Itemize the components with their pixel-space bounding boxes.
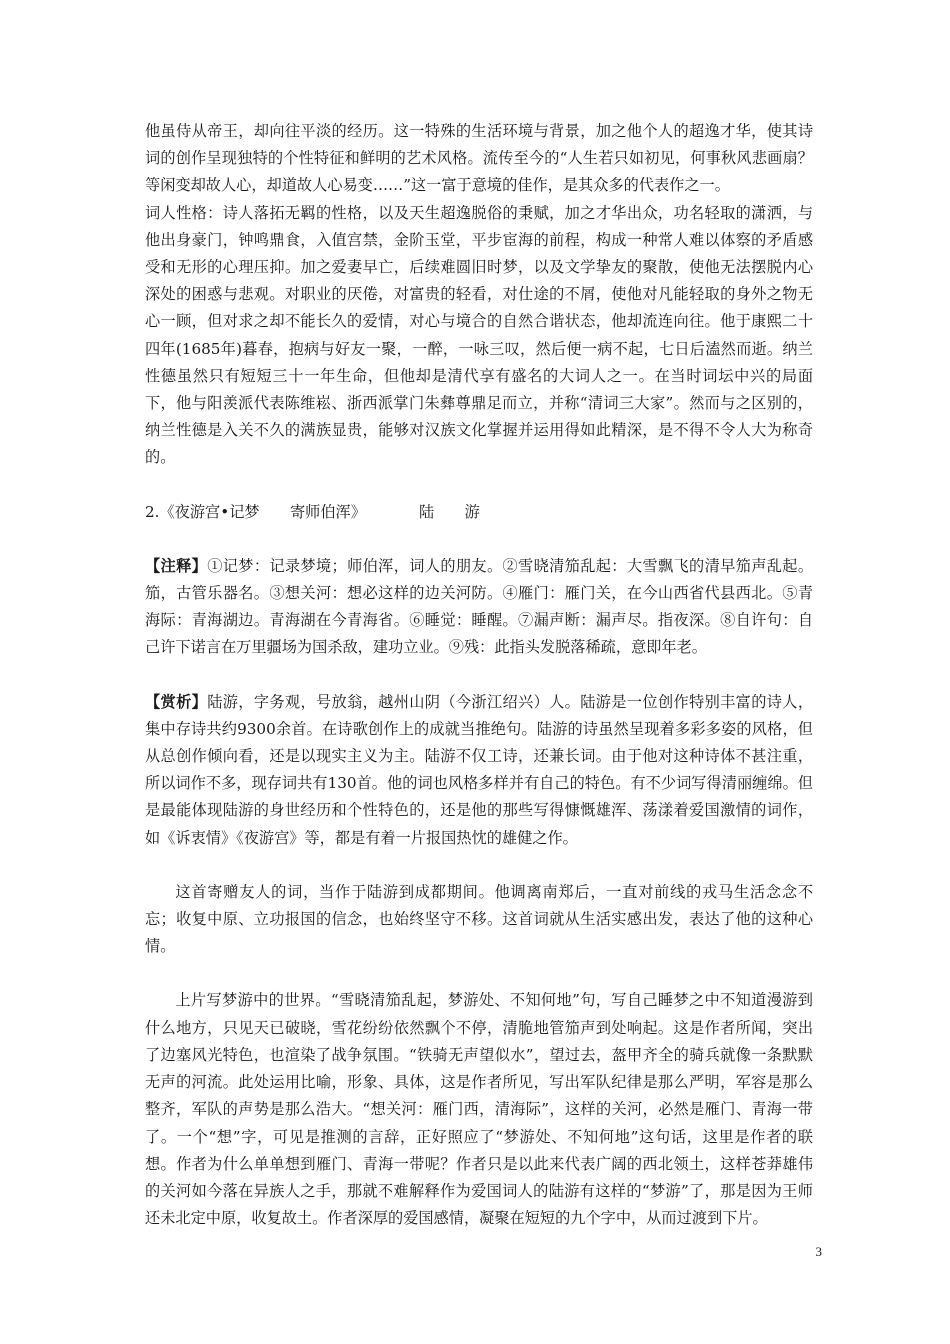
- document-body: [145, 118, 813, 1232]
- appreciation-text: 陆游，字务观，号放翁，越州山阴（今浙江绍兴）人。陆游是一位创作特别丰富的诗人，集中存诗共约9300余首。在诗歌创作上的成就当推绝句。陆游的诗虽然呈现着多彩多姿的风格，但从总创作倾向看，还是以现实主义为主。陆游不仅工诗，还兼长词。由于他对这种诗体不甚注重，所以词作不多，现存词共有130首。他的词也风格多样并有自己的特色。有不少词写得清丽缠绵。但是最能体现陆游的身世经历和个性特色的，还是他的那些写得慷慨雄浑、荡漾着爱国激情的词作，如《诉衷情》《夜游宫》等，都是有着一片报国热忱的雄健之作。: [145, 692, 814, 847]
- section-heading: 2.《夜游宫•记梦 寄师伯浑》 陆 游: [145, 502, 480, 521]
- notes-tag: 【注释】: [145, 556, 208, 575]
- appreciation-tag: 【赏析】: [145, 692, 208, 711]
- paragraph-appreciation: [145, 689, 813, 852]
- spacer: [145, 662, 813, 689]
- paragraph-context: 这首寄赠友人的词，当作于陆游到成都期间。他调离南郑后，一直对前线的戎马生活念念不忘；收复中原、立功报国的信念，也始终坚守不移。这首词就从生活实感出发，表达了他的这种心情。: [145, 882, 813, 956]
- spacer: [145, 852, 813, 879]
- paragraph-analysis: 上片写梦游中的世界。“雪晓清笳乱起，梦游处、不知何地”句，写自己睡梦之中不知道漫游到什么地方，只见天已破晓，雪花纷纷依然飘个不停，清脆地管笳声到处响起。这是作者所闻，突出了边塞风光特色，也渲染了战争氛围。“铁骑无声望似水”，望过去，盔甲齐全的骑兵就像一条默默无声的河流。此处运用比喻，形象、具体，这是作者所见，写出军队纪律是那么严明，军容是那么整齐，军队的声势是那么浩大。“想关河：雁门西，清海际”，这样的关河，必然是雁门、青海一带了。一个“想”字，可见是推测的言辞，正好照应了“梦游处、不知何地”这句话，这里是作者的联想。作者为什么单单想到雁门、青海一带呢？作者只是以此来代表广阔的西北领土，这样苍莽雄伟的关河如今落在异族人之手，那就不难解释作为爱国词人的陆游有这样的“梦游”了，那是因为王师还未北定中原，收复故土。作者深厚的爱国感情，凝聚在短短的九个字中，从而过渡到下片。: [145, 991, 813, 1228]
- spacer: [145, 526, 813, 553]
- page-number: 3: [815, 1244, 822, 1259]
- paragraph-personality: 词人性格：诗人落拓无羁的性格，以及天生超逸脱俗的秉赋，加之才华出众，功名轻取的潇洒，与他出身豪门，钟鸣鼎食，入值宫禁，金阶玉堂，平步宦海的前程，构成一种常人难以体察的矛盾感受和无形的心理压抑。加之爱妻早亡，后续难圆旧时梦，以及文学挚友的聚散，使他无法摆脱内心深处的困惑与悲观。对职业的厌倦，对富贵的轻看，对仕途的不屑，使他对凡能轻取的身外之物无心一顾，但对求之却不能长久的爱情，对心与境合的自然合谐状态，他却流连向往。他于康熙二十四年(1685年)暮春，抱病与好友一聚，一醉，一咏三叹，然后便一病不起，七日后溘然而逝。纳兰性德虽然只有短短三十一年生命，但他却是清代享有盛名的大词人之一。在当时词坛中兴的局面下，他与阳羡派代表陈维崧、浙西派掌门朱彝尊鼎足而立，并称“清词三大家”。然而与之区别的，纳兰性德是入关不久的满族显贵，能够对汉族文化掌握并运用得如此精深，是不得不令人大为称奇的。: [145, 203, 813, 467]
- notes-text: ①记梦：记录梦境；师伯浑，词人的朋友。②雪晓清笳乱起：大雪飘飞的清早笳声乱起。笳，古管乐器名。③想关河：想必这样的边关河防。④雁门：雁门关，在今山西省代县西北。⑤青海际：青海湖边。青海湖在今青海省。⑥睡觉：睡醒。⑦漏声断：漏声尽。指夜深。⑧自许句：自己许下诺言在万里疆场为国杀敌，建功立业。⑨残：此指头发脱落稀疏，意即年老。: [145, 556, 814, 657]
- spacer: [145, 472, 813, 499]
- spacer: [145, 960, 813, 987]
- paragraph-notes: [145, 553, 813, 662]
- paragraph-intro-end: 他虽侍从帝王，却向往平淡的经历。这一特殊的生活环境与背景，加之他个人的超逸才华，使其诗词的创作呈现独特的个性特征和鲜明的艺术风格。流传至今的“人生若只如初见，何事秋风悲画扇？等闲变却故人心，却道故人心易变……”这一富于意境的佳作，是其众多的代表作之一。: [145, 122, 813, 195]
